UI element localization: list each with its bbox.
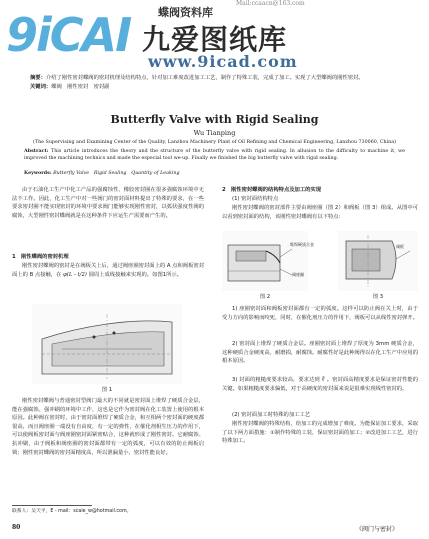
feature-2-paragraph: 2) 密封面上堆焊了硬质合金层。座圈密封面上堆焊了厚度为 3mm 硬质合金，这种硬质合金硬度高，耐磨损，耐腐蚀。耐腐性好是此种阀得以在化工生产中应用的根本原因。 [222,341,418,365]
brand-cn-top: 蝶阀资料库 [158,6,213,19]
figure-1-caption: 图 1 [101,387,113,393]
section-2-2-paragraph: 刚性密封蝶阀的特殊结构，给加工的完成增加了难度。为能保证加工要求，采取了以下两方面措施：①制作特殊的工装，保证密封面的加工；②改进加工工艺，进行特殊加工。 [222,421,418,445]
brand-cn-big: 九爱图纸库 [142,23,288,56]
figure-1 [32,304,182,384]
figure-3-caption: 图 3 [372,294,384,300]
keywords-cn-label: 关键词： [30,83,52,90]
chinese-abstract [30,74,396,91]
abstract-en-label: Abstract: [24,148,49,154]
section-1-text-a: 刚性密封蝶阀的密封是在阀板关上后，通过阀座圈密封面上的 A 点和阀板密封面上的 B 点接触，在 [12,263,204,278]
english-abstract [24,148,405,162]
keywords-en-text: Butterfly Valve Rigid Sealing Quantity of Leaking [53,171,180,176]
figure-1-drawing [32,304,182,384]
left-paragraph-2: 刚性密封蝶阀与普通密封型阀门最大的不同就是密封面上堆焊了硬质合金层，能在强腐蚀、强冲刷的环境中工作，这也是它作为密封阀在化工装置上使用的根本原因。此种阀在密封时，由于密封面堆焊了硬质合金，和互相两个密封面的硬度都很高，而且阀座圈一端没有自由度，有一定的弹性，在催化剂相生压力的作用下，可以使阀板密封面与阀座圈密封面紧密贴合，这种就形成了刚性密封。它耐腐蚀、抗冲刷，由于阀板和阀座圈的密封面都带有一定的弧度，可以有效的防止阀板启锁；刚性密封蝶阀的密封面精度高，所以泄漏量小，密封性能良好。 [12,398,204,456]
figure-3-drawing [338,231,418,291]
section-2-heading: 2 刚性密封蝶阀的结构特点及加工的实现 [222,187,322,193]
english-keywords [24,170,405,177]
figure-2-caption: 图 2 [259,294,271,300]
figure-2-label-2: 阀座圈 [292,272,304,277]
section-1-text-b: 圆周上成线接触来实现的。如图1所示。 [88,271,182,278]
figure-2-drawing [222,231,308,291]
figure-3-label: 阀板 [396,244,404,249]
left-intro-paragraph: 由于石油化工生产中化工产品的强腐蚀性、橡胶密封圈在很多强腐蚀环境中无法不工作。因此，化工生产中对一些阀门的密封面材料提出了特殊的要求，在一些要求密封圈不能实现密封的环境中要求阀门能够实现刚性密封，以弧状强度性阀的腐蚀，大型刚性密封蝶阀就是在这种条件下应运生产需要而产生的。 [12,187,204,219]
section-2-paragraph: 刚性密封蝶阀的密封部件主要由阀座圈（图 2）和阀板（图 3）组成。从图中可以看到密封面的结构，该刚性密封蝶阀有以下特点： [222,205,418,220]
english-title: Butterfly Valve with Rigid Sealing [110,113,319,126]
english-author: Wu Tianping [193,129,236,137]
figure-2-label-1: 堆焊硬质合金 [290,242,314,247]
abstract-cn-label: 摘要： [30,75,46,81]
abstract-cn-text: 介绍了刚性密封蝶阀的密封机理及结构特点，针对加工难度改进加工工艺，制作了特殊工装，完成了加工。实现了大型蝶阀的刚性密封。 [45,75,364,81]
english-affiliation: (The Supervising and Examining Center of the Quality, Lanzhou Machinery Plant of Oil Refining and Chemical Engineering, Lanzhou 730060, China) [33,140,396,145]
feature-3-paragraph: 3) 封面的粗糙度要求较高，要求达到 ∛ 。密封面高精度要求是保证密封性能的关键。如果粗糙度要求偏低，对于高硬度的密封面来说是很难实现线性密封的。 [222,377,418,392]
watermark-logo [0,0,429,82]
section-1-heading: 1 刚性蝶阀的密封机理 [12,254,69,260]
abstract-en-text: This article introduces the theory and the structure of the butterfly valve with rigid sealing. In allusion to the difficulty to machine it, we improved the machining technics and made the especial tool we-up. Finally we finished the big butterfly valve with rigid sealing. [24,149,405,161]
footnote: 联系人：吴天平，E - mail：scale_w@hotmail.com。 [12,509,132,514]
journal-name: 《阀门与密封》 [356,526,399,533]
figure-3 [338,231,418,291]
page-number: 80 [12,524,21,531]
footnote-rule [12,505,92,506]
brand-email: Mail:ccaacn@163.com [236,0,305,7]
keywords-en-label: Keywords: [24,170,52,176]
formula: φ(L - t/2) [63,271,87,278]
keywords-cn-text: 蝶阀 刚性密封 密封副 [51,83,110,90]
section-2-2-heading: (2) 密封面加工时特殊的加工工艺 [232,412,311,418]
brand-url: www.9icad.com [148,52,298,71]
section-1-paragraph [12,262,204,279]
figure-2 [222,231,308,291]
brand-left-logo: 9iCAI [6,8,131,62]
section-2-1-heading: (1) 密封面结构特点 [232,196,279,202]
feature-1-paragraph: 1) 座圈密封面和阀板密封面都有一定的弧度。这样可以防止阀在关上时，由于受力方向的影响而咬死，同时，在催化剂压力的作用下，阀板可以从线性密封弹开。 [222,306,418,321]
